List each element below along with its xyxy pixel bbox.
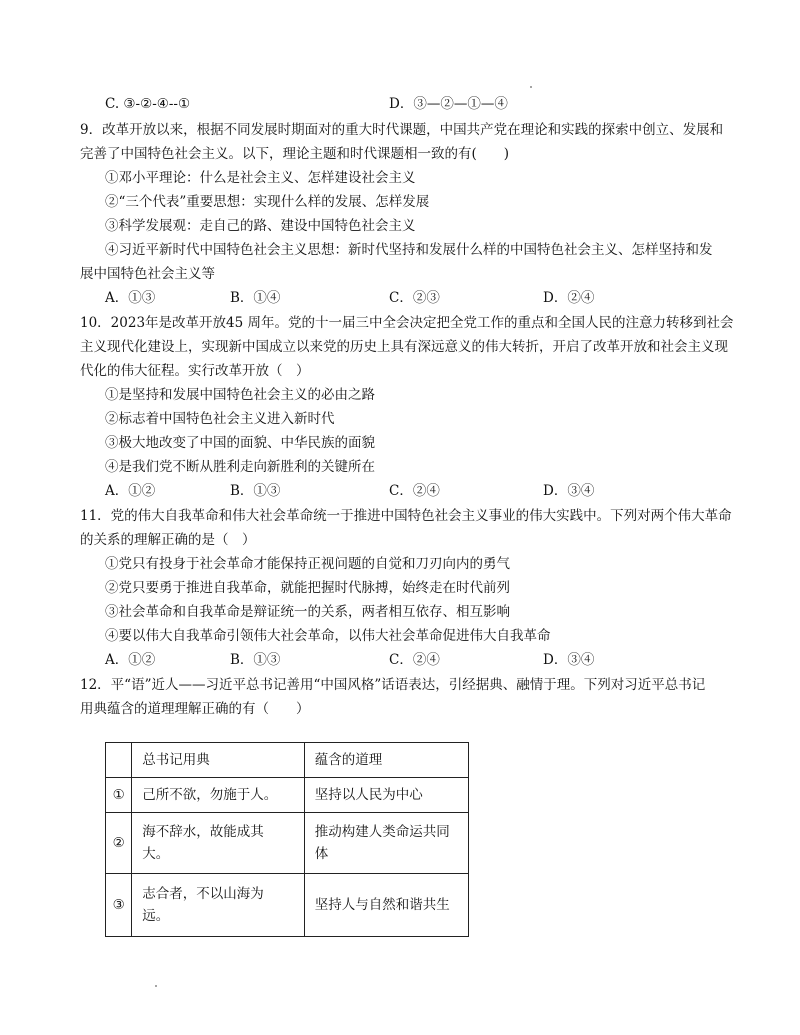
row-number: ③ [106,874,132,937]
meaning-cell: 推动构建人类命运共同体 [304,813,468,874]
q11-option-c[interactable]: C．②④ [389,652,440,668]
allusion-text: 海不辞水，故能成其 [142,824,264,840]
q9-item-2: ②“三个代表”重要思想：实现什么样的发展、怎样发展 [105,194,430,210]
q11-option-d[interactable]: D．③④ [543,652,595,668]
table-header-cell [106,743,132,778]
q11-option-b[interactable]: B．①③ [230,652,281,668]
allusion-text: 己所不欲，勿施于人。 [142,787,278,803]
q10-stem-line-1: 10．2023年是改革开放45 周年。党的十一届三中全会决定把全党工作的重点和全国人民的注意力转移到社会 [80,315,734,331]
row-number: ② [106,813,132,874]
q9-option-b[interactable]: B．①④ [230,290,281,306]
q8-option-d[interactable]: D．③—②—①—④ [389,96,508,112]
q11-stem-line-2: 的关系的理解正确的是（ ） [80,532,256,548]
q11-item-2: ②党只要勇于推进自我革命，就能把握时代脉搏，始终走在时代前列 [105,580,510,596]
table-row [106,874,469,937]
allusion-table [105,742,469,937]
table-row [106,778,469,813]
q9-option-c[interactable]: C．②③ [389,290,440,306]
q11-item-4: ④要以伟大自我革命引领伟大社会革命，以伟大社会革命促进伟大自我革命 [105,628,551,644]
q10-item-1: ①是坚持和发展中国特色社会主义的必由之路 [105,387,375,403]
allusion-text-cont: 远。 [142,908,170,924]
q10-option-b[interactable]: B．①③ [230,483,281,499]
meaning-cell: 坚持人与自然和谐共生 [304,874,468,937]
q9-stem-line-2: 完善了中国特色社会主义。以下，理论主题和时代课题相一致的有( ) [80,146,510,162]
q10-option-a[interactable]: A．①② [105,483,156,499]
q10-stem-line-3: 代化的伟大征程。实行改革开放（ ） [80,363,310,379]
table-header-cell: 蕴含的道理 [304,743,468,778]
allusion-cell [132,874,304,937]
meaning-cell: 坚持以人民为中心 [304,778,468,813]
q10-item-2: ②标志着中国特色社会主义进入新时代 [105,411,335,427]
q11-option-a[interactable]: A．①② [105,652,156,668]
allusion-text: 志合者，不以山海为 [142,886,264,902]
q11-item-3: ③社会革命和自我革命是辩证统一的关系，两者相互依存、相互影响 [105,604,510,620]
scan-speck [530,86,532,88]
q10-stem-line-2: 主义现代化建设上，实现新中国成立以来党的历史上具有深远意义的伟大转折，开启了改革开放和社会主义现 [80,339,728,355]
q9-stem-line-1: 9．改革开放以来，根据不同发展时期面对的重大时代课题，中国共产党在理论和实践的探索中创立、发展和 [80,122,724,138]
q8-option-c[interactable]: C. ③-②-④--① [105,96,191,112]
q10-option-c[interactable]: C．②④ [389,483,440,499]
q11-stem-line-1: 11．党的伟大自我革命和伟大社会革命统一于推进中国特色社会主义事业的伟大实践中。下列对两个伟大革命 [80,508,732,524]
q10-item-4: ④是我们党不断从胜利走向新胜利的关键所在 [105,459,375,475]
q10-item-3: ③极大地改变了中国的面貌、中华民族的面貌 [105,435,375,451]
q12-stem-line-2: 用典蕴含的道理理解正确的有（ ） [80,701,310,717]
allusion-text-cont: 大。 [142,846,170,862]
row-number: ① [106,778,132,813]
allusion-cell [132,778,304,813]
q11-item-1: ①党只有投身于社会革命才能保持正视问题的自觉和刀刃向内的勇气 [105,556,510,572]
q12-stem-line-1: 12．平“语”近人——习近平总书记善用“中国风格”话语表达，引经据典、融情于理。下列对习近平总书记 [80,677,706,693]
q9-item-1: ①邓小平理论：什么是社会主义、怎样建设社会主义 [105,170,416,186]
q9-item-4: ④习近平新时代中国特色社会主义思想：新时代坚持和发展什么样的中国特色社会主义、怎样坚持和发 [105,242,713,258]
table-header-row [106,743,469,778]
q9-option-d[interactable]: D．②④ [543,290,595,306]
q9-item-4-cont: 展中国特色社会主义等 [80,266,215,282]
allusion-cell [132,813,304,874]
q9-option-a[interactable]: A．①③ [105,290,156,306]
q10-option-d[interactable]: D．③④ [543,483,595,499]
scan-speck [155,985,157,987]
table-row [106,813,469,874]
q9-item-3: ③科学发展观：走自己的路、建设中国特色社会主义 [105,218,416,234]
table-header-cell: 总书记用典 [132,743,304,778]
